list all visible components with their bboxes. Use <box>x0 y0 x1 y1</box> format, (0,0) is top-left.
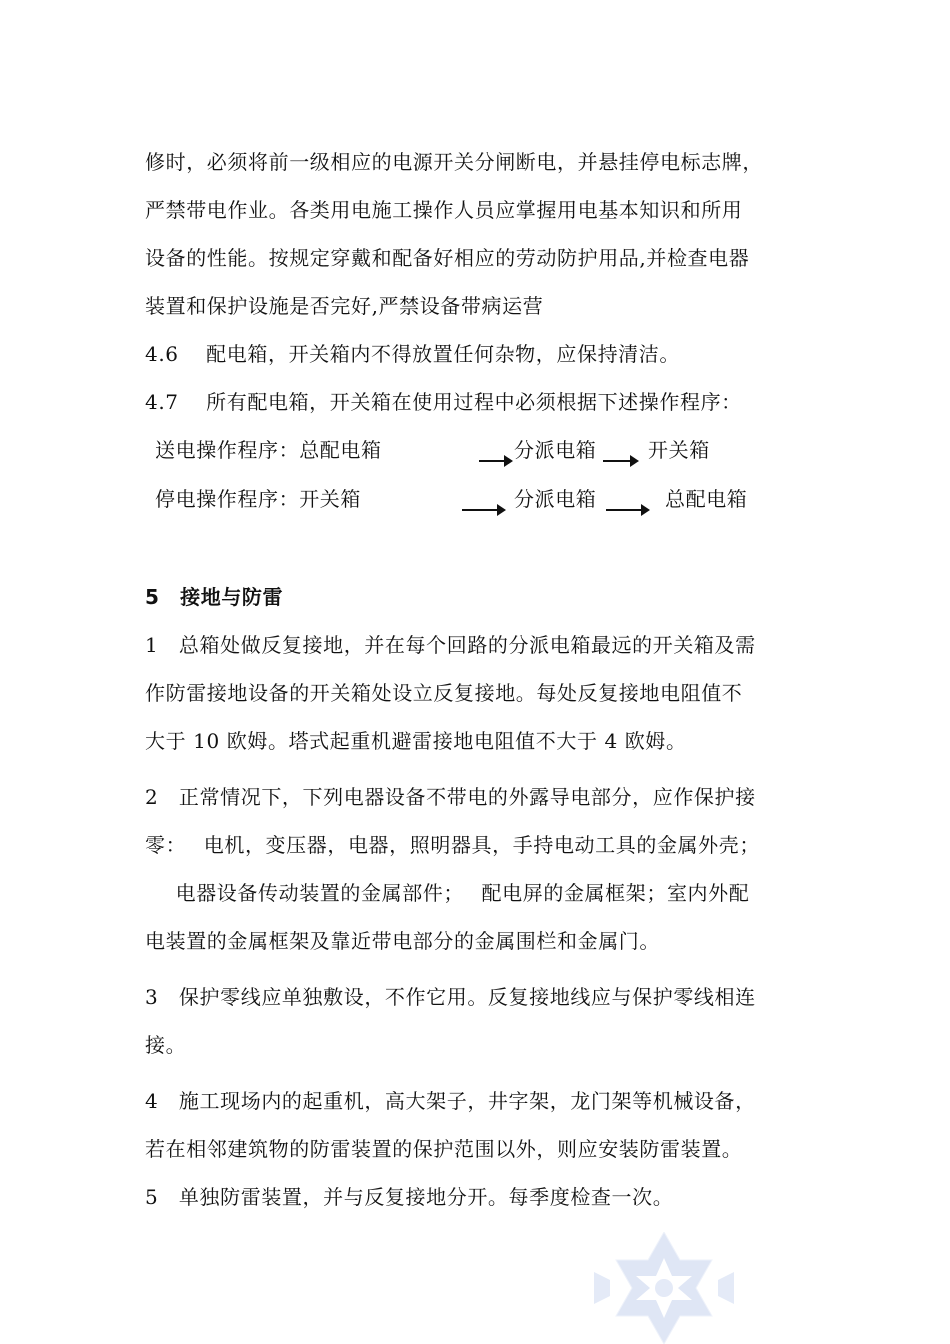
paragraph-line: 严禁带电作业。各类用电施工操作人员应掌握用电基本知识和所用 <box>145 198 743 222</box>
paragraph-line: 作防雷接地设备的开关箱处设立反复接地。每处反复接地电阻值不 <box>145 681 743 705</box>
stop-step-dispatch-box: 分派电箱 <box>514 487 597 511</box>
paragraph-line: 2 正常情况下，下列电器设备不带电的外露导电部分，应作保护接 <box>145 785 756 809</box>
paragraph-line: 零： 电机，变压器，电器，照明器具，手持电动工具的金属外壳； <box>145 833 760 857</box>
paragraph-line: 若在相邻建筑物的防雷装置的保护范围以外，则应安装防雷装置。 <box>145 1137 743 1161</box>
item-4-7: 4.7 所有配电箱，开关箱在使用过程中必须根据下述操作程序： <box>145 390 742 414</box>
paragraph-line: 5 单独防雷装置，并与反复接地分开。每季度检查一次。 <box>145 1185 674 1209</box>
send-step-switch-box: 开关箱 <box>648 438 710 462</box>
item-4-6: 4.6 配电箱，开关箱内不得放置任何杂物，应保持清洁。 <box>145 342 680 366</box>
paragraph-line: 装置和保护设施是否完好,严禁设备带病运营 <box>145 294 544 318</box>
snowflake-watermark-icon <box>584 1232 744 1344</box>
section-heading: 5 接地与防雷 <box>145 585 284 609</box>
paragraph-line: 大于 10 欧姆。塔式起重机避雷接地电阻值不大于 4 欧姆。 <box>145 729 687 753</box>
arrow-icon <box>603 460 637 462</box>
arrow-icon <box>606 509 648 511</box>
paragraph-line: 4 施工现场内的起重机，高大架子，井字架，龙门架等机械设备， <box>145 1089 756 1113</box>
paragraph-line: 电器设备传动装置的金属部件； 配电屏的金属框架；室内外配 <box>155 881 750 905</box>
paragraph-line: 修时，必须将前一级相应的电源开关分闸断电，并悬挂停电标志牌， <box>145 150 763 174</box>
paragraph-line: 电装置的金属框架及靠近带电部分的金属围栏和金属门。 <box>145 929 660 953</box>
arrow-icon <box>462 509 504 511</box>
stop-procedure-label: 停电操作程序：开关箱 <box>155 487 361 511</box>
send-step-dispatch-box: 分派电箱 <box>514 438 597 462</box>
stop-step-main-box: 总配电箱 <box>665 487 748 511</box>
paragraph-line: 接。 <box>145 1033 187 1057</box>
paragraph-line: 设备的性能。按规定穿戴和配备好相应的劳动防护用品,并检查电器 <box>145 246 750 270</box>
paragraph-line: 1 总箱处做反复接地，并在每个回路的分派电箱最远的开关箱及需 <box>145 633 756 657</box>
arrow-icon <box>479 460 511 462</box>
paragraph-line: 3 保护零线应单独敷设，不作它用。反复接地线应与保护零线相连 <box>145 985 756 1009</box>
send-procedure-label: 送电操作程序：总配电箱 <box>155 438 382 462</box>
